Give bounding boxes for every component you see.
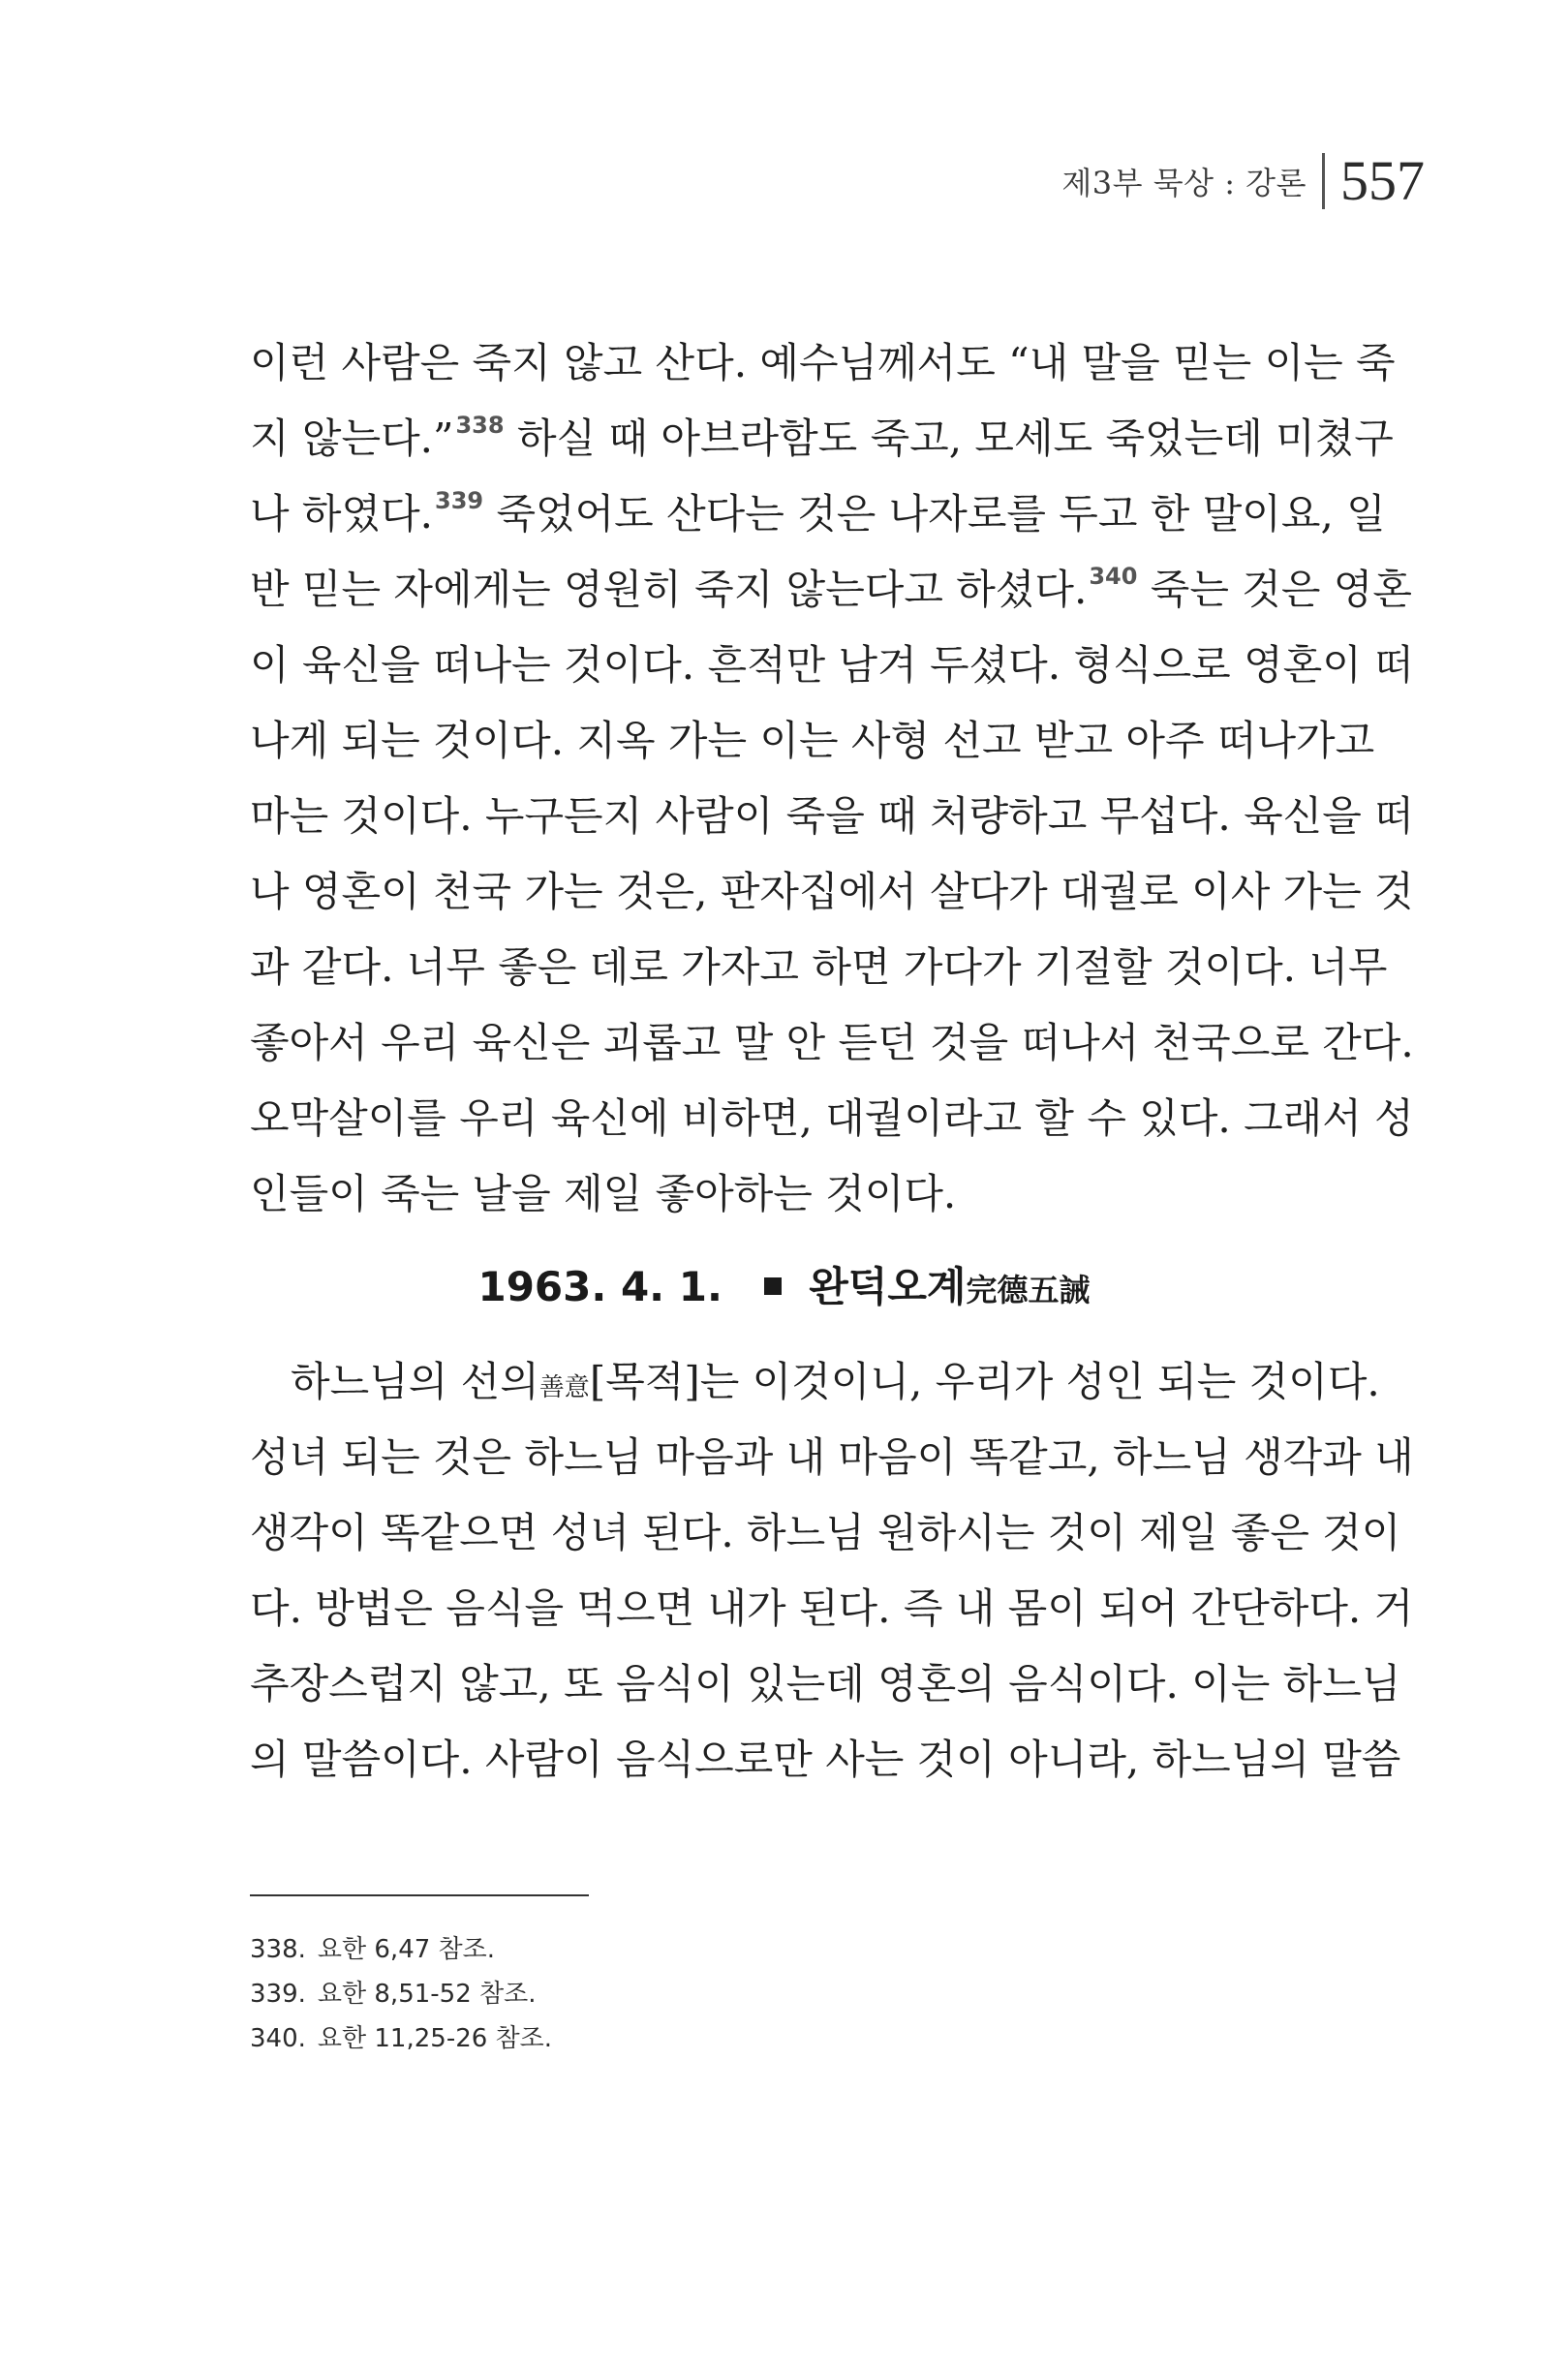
footnote-ref-340[interactable]: 340 [1089,563,1138,590]
header-divider [1322,153,1325,209]
text-line: 생각이 똑같으면 성녀 된다. 하느님 원하시는 것이 제일 좋은 것이 [250,1509,1401,1556]
text-line: 인들이 죽는 날을 제일 좋아하는 것이다. [250,1170,957,1217]
hanja-gloss: 善意 [538,1373,590,1402]
text-line: 추장스럽지 않고, 또 음식이 있는데 영혼의 음식이다. 이는 하느님 [250,1660,1401,1707]
square-bullet-icon [764,1277,782,1295]
text-line: 하느님의 선의善意[목적]는 이것이니, 우리가 성인 되는 것이다. [291,1358,1380,1405]
paragraph-2 [250,1344,1414,1798]
text-line: 지 않는다.”$^{338}$ 하실 때 아브라함도 죽고, 모세도 죽었는데 미쳤구 [250,412,1394,462]
footnote-338: 338. 요한 6,47 참조. [250,1935,496,1964]
footnote-ref-339[interactable]: 339 [435,487,484,514]
text-line: 나 하였다.$^{339}$ 죽었어도 산다는 것은 나자로를 두고 한 말이요, 일 [250,487,1386,538]
text-line: 다. 방법은 음식을 먹으면 내가 된다. 즉 내 몸이 되어 간단하다. 거 [250,1584,1414,1632]
running-head [1061,149,1425,212]
text-line: 이런 사람은 죽지 않고 산다. 예수님께서도 “내 말을 믿는 이는 죽 [250,339,1396,386]
text-line: 나 영혼이 천국 가는 것은, 판자집에서 살다가 대궐로 이사 가는 것 [250,868,1414,915]
heading-hanja: 完德五誡 [966,1272,1091,1308]
footnote-ref-338[interactable]: 338 [455,412,505,439]
footnotes [250,1927,552,2061]
text-line: 오막살이를 우리 육신에 비하면, 대궐이라고 할 수 있다. 그래서 성 [250,1094,1414,1142]
heading-date: 1963. 4. 1. [477,1263,723,1310]
text-line: 이 육신을 떠나는 것이다. 흔적만 남겨 두셨다. 형식으로 영혼이 떠 [250,641,1414,689]
heading-title: 완덕오계 [809,1263,967,1310]
text-line: 의 말씀이다. 사람이 음식으로만 사는 것이 아니라, 하느님의 말씀 [250,1736,1401,1783]
text-line: 과 같다. 너무 좋은 데로 가자고 하면 가다가 기절할 것이다. 너무 [250,943,1388,991]
footnote-340: 340. 요한 11,25-26 참조. [250,2024,553,2053]
text-line: 나게 되는 것이다. 지옥 가는 이는 사형 선고 받고 아주 떠나가고 [250,717,1375,764]
footnote-339: 339. 요한 8,51-52 참조. [250,1980,537,2009]
text-line: 좋아서 우리 육신은 괴롭고 말 안 듣던 것을 떠나서 천국으로 간다. [250,1019,1414,1066]
footnote-divider [250,1894,589,1896]
page-number: 557 [1340,149,1425,212]
section-heading [0,1255,1568,1313]
text-line: 성녀 되는 것은 하느님 마음과 내 마음이 똑같고, 하느님 생각과 내 [250,1433,1414,1481]
section-title: 제3부 묵상 : 강론 [1061,165,1307,201]
text-line: 반 믿는 자에게는 영원히 죽지 않는다고 하셨다.$^{340}$ 죽는 것은 영혼 [250,563,1412,613]
paragraph-1 [250,325,1414,1232]
text-line: 마는 것이다. 누구든지 사람이 죽을 때 처량하고 무섭다. 육신을 떠 [250,792,1414,840]
